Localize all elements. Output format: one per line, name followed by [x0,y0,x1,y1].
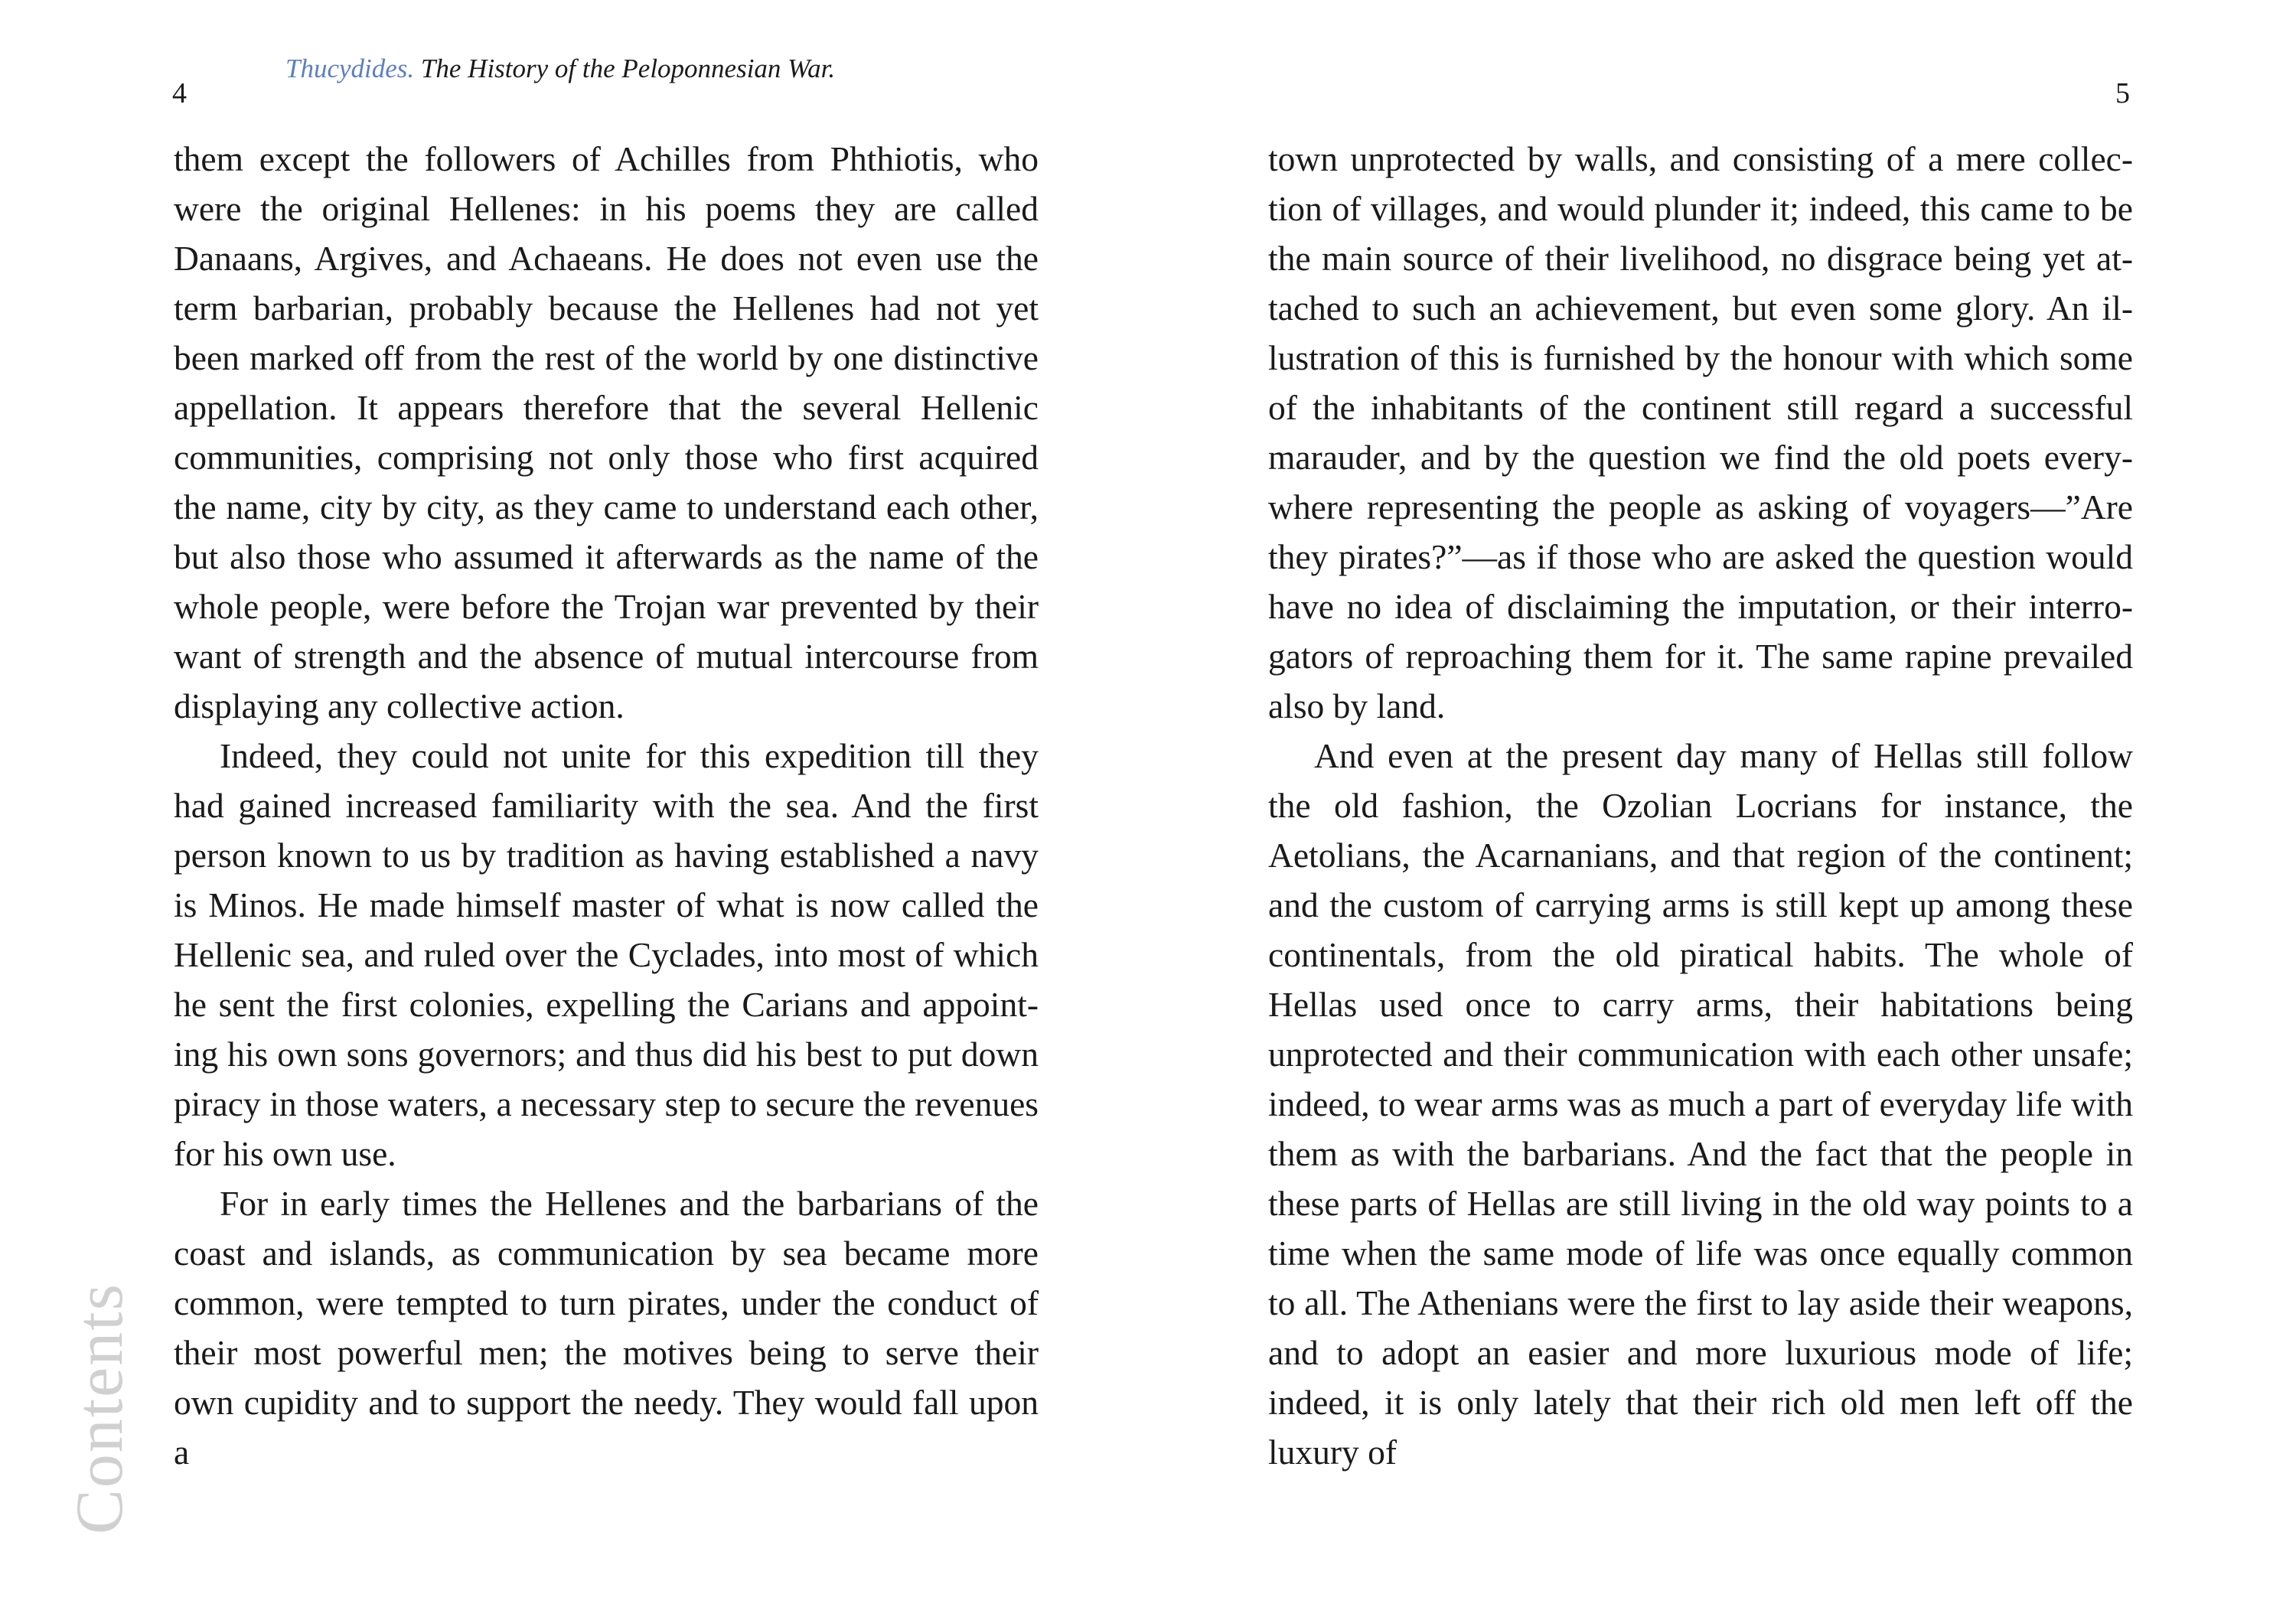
author-link[interactable]: Thucydides. [285,54,415,83]
paragraph: town unprotected by walls, and consisting of a mere collection of villages, and would plunder it; indeed, this came to be the main source of their livelihood, no disgrace being yet attached to such an achievement, but even some glory. An illustration of this is furnished by the honour with which some of the inhabitants of the continent still regard a successful marauder, and by the question we find the old poets everywhere representing the people as asking of voyagers—”Are they pirates?”—as if those who are asked the question would have no idea of disclaiming the imputation, or their interrogators of reproaching them for it. The same rapine prevailed also by land. [1268,139,2133,725]
paragraph: For in early times the Hellenes and the barbarians of the coast and islands, as communication by sea became more common, were tempted to turn pirates, under the conduct of their most powerful men; the motives being to serve their own cupidity and to support the needy. They would fall upon a [174,1184,1039,1472]
page-number-left: 4 [172,77,187,109]
paragraph: And even at the present day many of Hellas still follow the old fashion, the Ozolian Locrians for instance, the Aetolians, the Acarnanians, and that region of the continent; and the custom of carrying arms is still kept up among these continentals, from the old piratical habits. The whole of Hellas used once to carry arms, their habitations being unprotected and their communication with each other unsafe; indeed, to wear arms was as much a part of everyday life with them as with the barbarians. And the fact that the people in these parts of Hellas are still living in the old way points to a time when the same mode of life was once equally common to all. The Athenians were the first to lay aside their weapons, and to adopt an easier and more luxurious mode of life; indeed, it is only lately that their rich old men left off the luxury of [1268,736,2133,1472]
paragraph: Indeed, they could not unite for this expedition till they had gained increased familiarity with the sea. And the first person known to us by tradition as having established a navy is Minos. He made himself master of what is now called the Hellenic sea, and ruled over the Cyclades, into most of which he sent the first colonies, expelling the Carians and appointing his own sons governors; and thus did his best to put down piracy in those waters, a necessary step to secure the revenues for his own use. [174,736,1039,1173]
paragraph: them except the followers of Achilles from Phthiotis, who were the original Hellenes: in his poems they are called Danaans, Argives, and Achaeans. He does not even use the term barbarian, probably because the Hellenes had not yet been marked off from the rest of the world by one distinctive appellation. It appears therefore that the several Hellenic communities, comprising not only those who first acquired the name, city by city, as they came to understand each other, but also those who assumed it afterwards as the name of the whole people, were before the Trojan war prevented by their want of strength and the absence of mutual intercourse from displaying any collective action. [174,139,1039,725]
contents-link[interactable]: Contents [63,1283,137,1534]
left-page-text [174,134,1039,1477]
page-number-right: 5 [2115,77,2130,109]
running-header [285,54,835,84]
book-title: The History of the Peloponnesian War. [420,54,836,83]
right-page-text [1268,134,2133,1477]
